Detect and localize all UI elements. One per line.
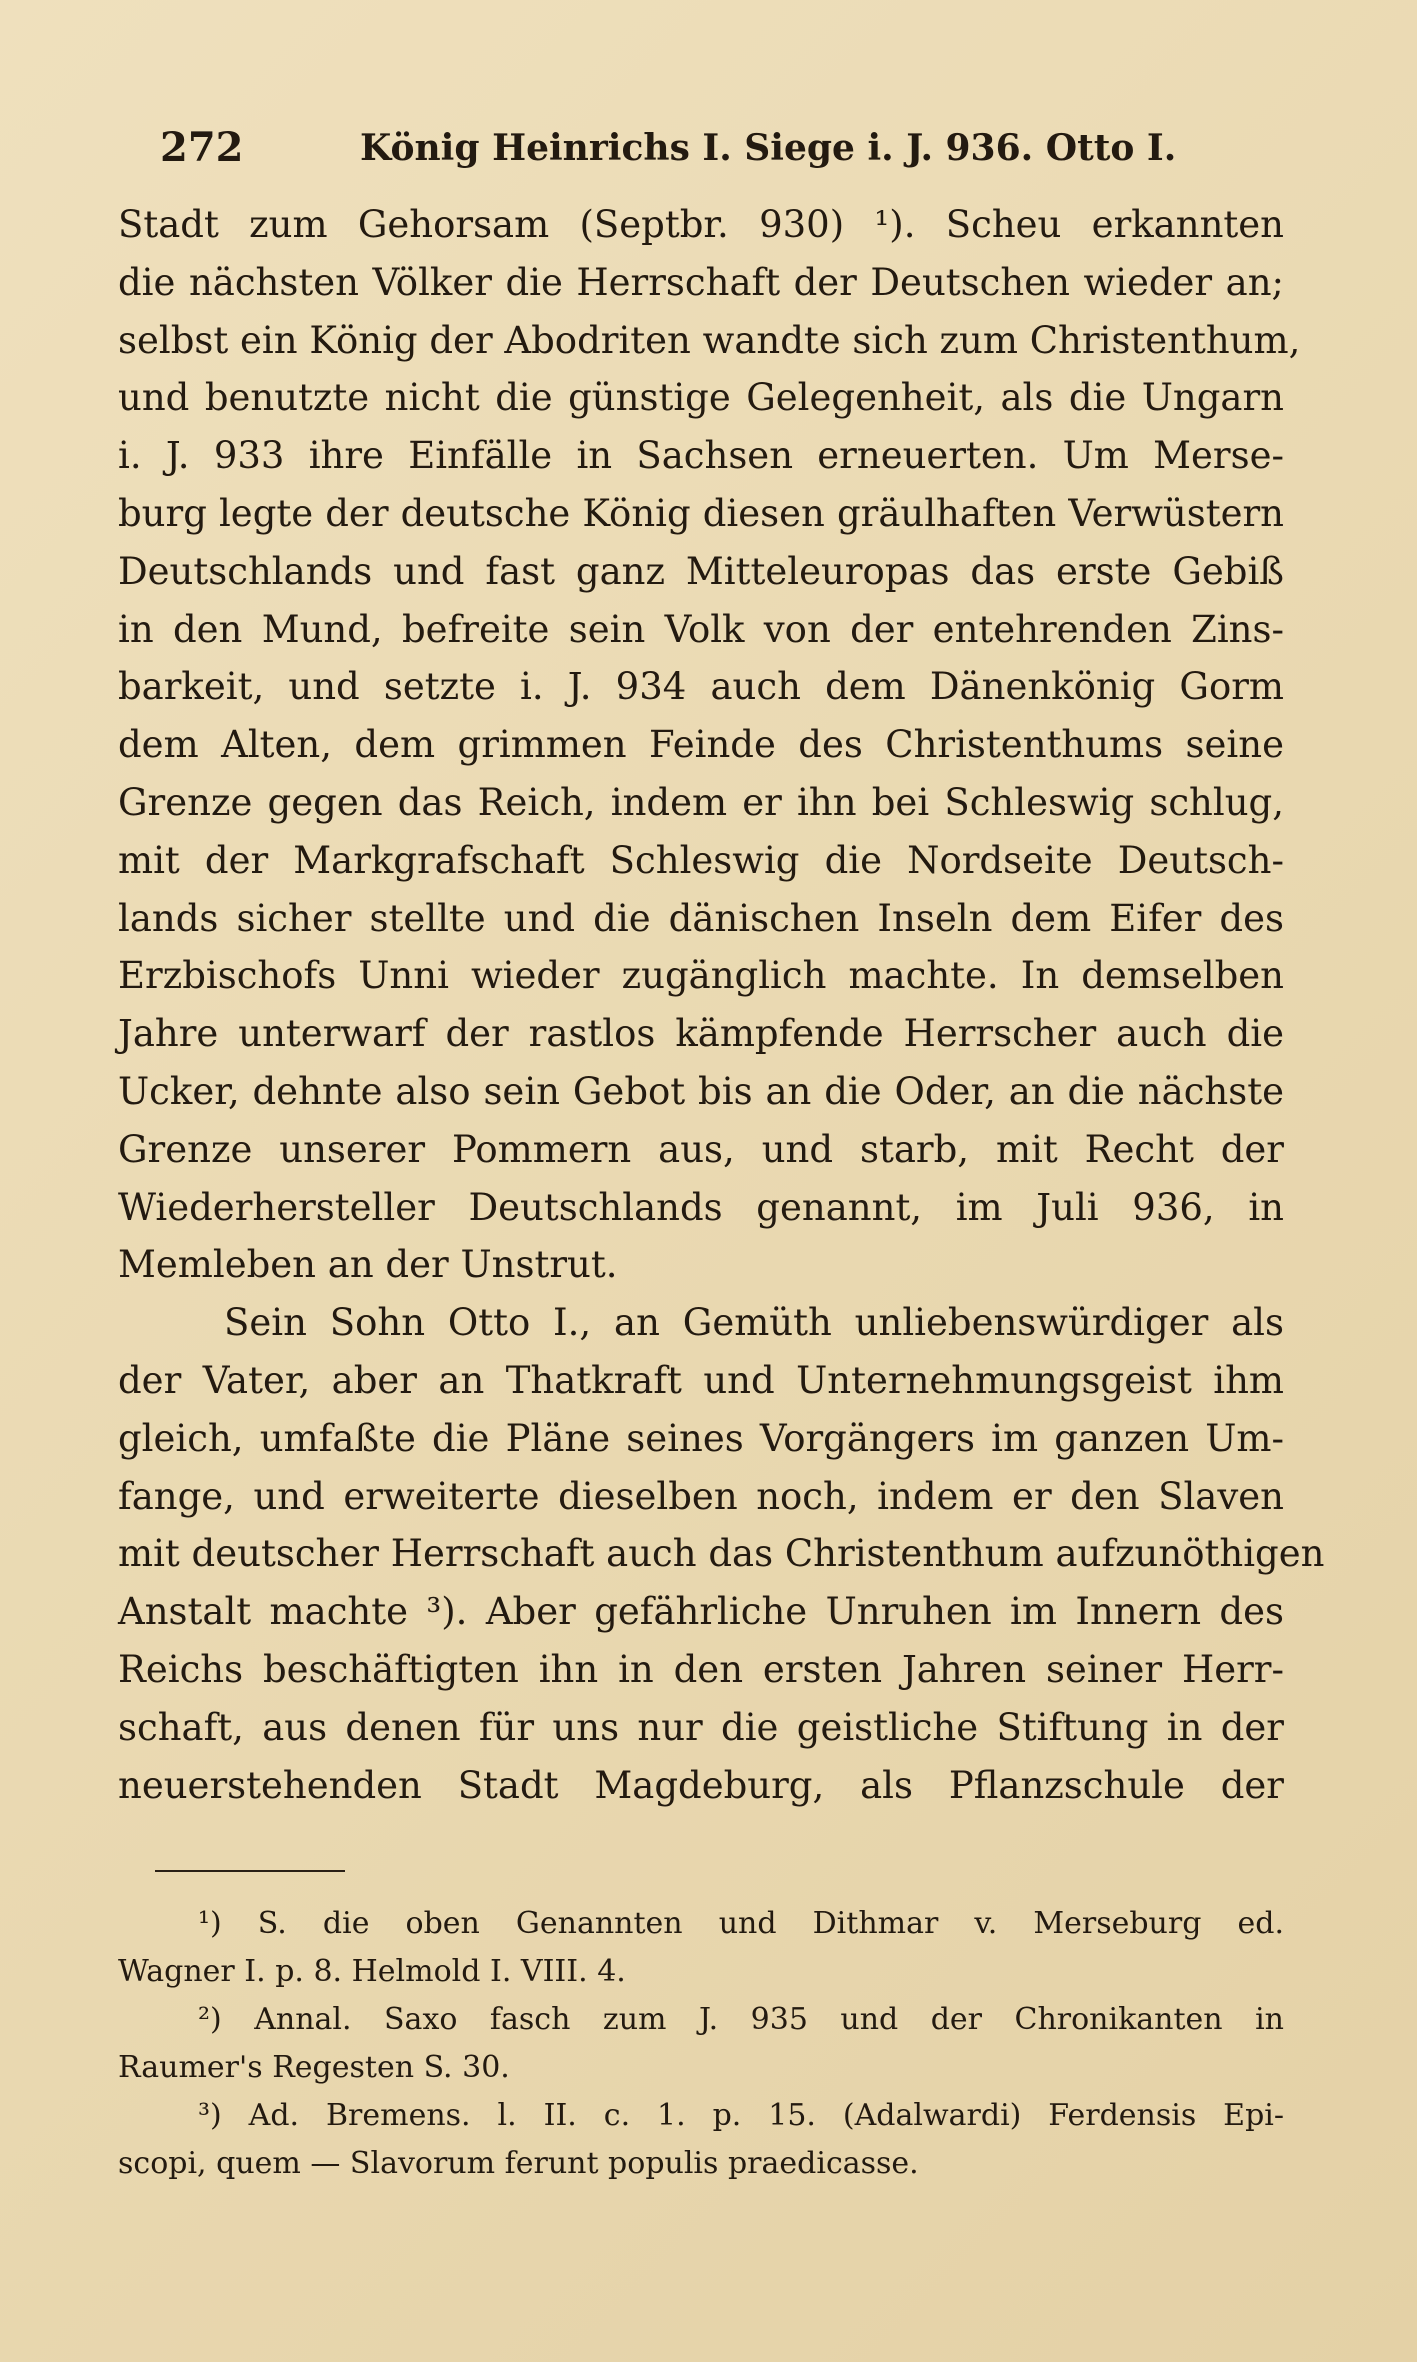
text-line: die nächsten Völker die Herrschaft der Deutschen wieder an; <box>118 260 1284 304</box>
text-line: i. J. 933 ihre Einfälle in Sachsen erneuerten. Um Merse- <box>118 434 1284 478</box>
footnote-line: ¹) S. die oben Genannten und Dithmar v. Merseburg ed. <box>198 1906 1284 1941</box>
text-line: selbst ein König der Abodriten wandte sich zum Christenthum, <box>118 318 1301 362</box>
footnote-line: ²) Annal. Saxo fasch zum J. 935 und der Chronikanten in <box>198 2002 1284 2037</box>
footnote-line: Wagner I. p. 8. Helmold I. VIII. 4. <box>118 1954 626 1989</box>
paragraph-end-line: Memleben an der Unstrut. <box>118 1243 618 1287</box>
text-line: barkeit, und setzte i. J. 934 auch dem Dänenkönig Gorm <box>118 665 1284 709</box>
text-line: Grenze unserer Pommern aus, und starb, mit Recht der <box>118 1127 1284 1171</box>
text-line: schaft, aus denen für uns nur die geistliche Stiftung in der <box>118 1705 1284 1749</box>
text-line: und benutzte nicht die günstige Gelegenheit, als die Ungarn <box>118 376 1284 420</box>
footnote-line: ³) Ad. Bremens. l. II. c. 1. p. 15. (Adalwardi) Ferdensis Epi- <box>198 2098 1284 2133</box>
text-line: Wiederhersteller Deutschlands genannt, im Juli 936, in <box>118 1185 1284 1229</box>
text-line: mit der Markgrafschaft Schleswig die Nordseite Deutsch- <box>118 838 1284 882</box>
text-line: der Vater, aber an Thatkraft und Unternehmungsgeist ihm <box>118 1358 1284 1402</box>
text-line: gleich, umfaßte die Pläne seines Vorgängers im ganzen Um- <box>118 1416 1284 1460</box>
page-header <box>160 118 1300 178</box>
text-line: Reichs beschäftigten ihn in den ersten Jahren seiner Herr- <box>118 1647 1284 1691</box>
text-line: burg legte der deutsche König diesen gräulhaften Verwüstern <box>118 491 1284 535</box>
footnote-separator <box>155 1870 345 1872</box>
footnote-line: scopi, quem — Slavorum ferunt populis praedicasse. <box>118 2146 919 2181</box>
running-head: König Heinrichs I. Siege i. J. 936. Otto I. <box>360 127 1177 169</box>
text-line: fange, und erweiterte dieselben noch, indem er den Slaven <box>118 1474 1284 1518</box>
footnotes <box>118 1900 1284 2188</box>
page-number: 272 <box>160 124 244 171</box>
text-line: neuerstehenden Stadt Magdeburg, als Pflanzschule der <box>118 1763 1284 1807</box>
text-line: Grenze gegen das Reich, indem er ihn bei Schleswig schlug, <box>118 780 1284 824</box>
footnote-line: Raumer's Regesten S. 30. <box>118 2050 510 2085</box>
text-line: Ucker, dehnte also sein Gebot bis an die Oder, an die nächste <box>118 1069 1284 1113</box>
text-line: Erzbischofs Unni wieder zugänglich machte. In demselben <box>118 954 1284 998</box>
text-line: lands sicher stellte und die dänischen Inseln dem Eifer des <box>118 896 1284 940</box>
text-line: Deutschlands und fast ganz Mitteleuropas das erste Gebiß <box>118 549 1284 593</box>
text-line: mit deutscher Herrschaft auch das Christenthum aufzunöthigen <box>118 1532 1325 1576</box>
text-line: dem Alten, dem grimmen Feinde des Christenthums seine <box>118 723 1284 767</box>
paragraph-start-line: Sein Sohn Otto I., an Gemüth unliebenswürdiger als <box>224 1301 1284 1345</box>
text-line: in den Mund, befreite sein Volk von der entehrenden Zins- <box>118 607 1284 651</box>
text-line: Stadt zum Gehorsam (Septbr. 930) ¹). Scheu erkannten <box>118 203 1284 246</box>
body-text <box>118 196 1325 1814</box>
text-line: Jahre unterwarf der rastlos kämpfende Herrscher auch die <box>118 1012 1284 1056</box>
text-line: Anstalt machte ³). Aber gefährliche Unruhen im Innern des <box>118 1590 1284 1634</box>
